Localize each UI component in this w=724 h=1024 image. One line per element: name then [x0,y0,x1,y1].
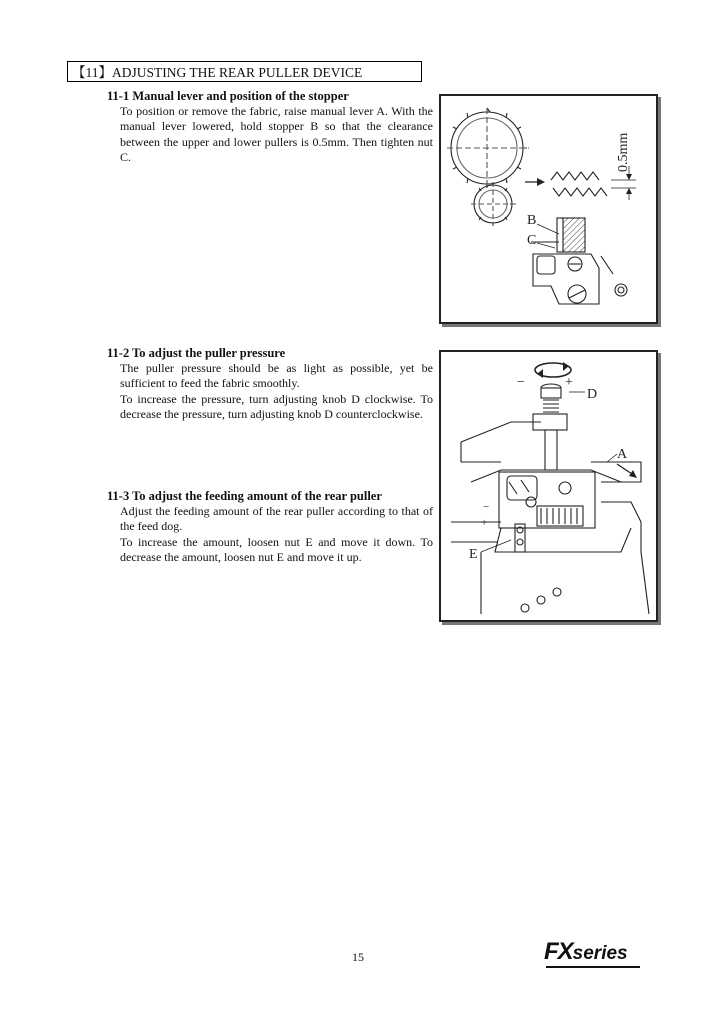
nut-e-label: E [469,547,478,562]
lower-puller-gear [471,182,517,226]
paragraph: The puller pressure should be as light as possible, yet be sufficient to feed the fabric smoothly. [120,361,433,391]
plus-label: + [565,375,573,390]
plus-e-label: + [481,517,488,529]
stopper-label: B [527,213,537,228]
adjusting-knob [533,384,567,470]
stopper-assembly [531,218,627,304]
section-title: 【11】ADJUSTING THE REAR PULLER DEVICE [67,61,422,82]
figure-puller-pressure [439,350,658,622]
brand-underline [546,966,640,968]
puller-stopper-illustration [441,96,656,322]
brand-fx: FX [544,938,573,965]
paragraph: To increase the amount, loosen nut E and move it down. To decrease the amount, loosen nut E and move it up. [120,534,433,565]
paragraph: To increase the pressure, turn adjusting knob D clockwise. To decrease the pressure, turn adjusting knob D counterclockwise. [120,391,433,422]
section-body-11-3 [120,504,433,566]
lever-a-label: A [617,447,628,462]
nut-c-label: C [527,233,537,248]
minus-label: − [517,375,525,390]
paragraph: To position or remove the fabric, raise manual lever A. With the manual lever lowered, hold stopper B so that the clearance between the upper and lower pullers is 0.5mm. Then tighten nut C. [120,104,433,165]
section-body-11-2 [120,361,433,423]
paragraph: Adjust the feeding amount of the rear puller according to that of the feed dog. [120,504,433,534]
minus-e-label: − [483,501,490,513]
figure-puller-stopper [439,94,658,324]
section-heading-11-3: 11-3 To adjust the feeding amount of the rear puller [107,489,382,503]
section-heading-11-2: 11-2 To adjust the puller pressure [107,346,286,360]
puller-pressure-illustration [441,352,656,620]
page-number: 15 [352,950,364,964]
knob-d-label: D [587,387,598,402]
section-heading-11-1: 11-1 Manual lever and position of the stopper [107,89,349,103]
section-body-11-1 [120,104,433,166]
clearance-dimension-label: 0.5mm [616,132,631,172]
brand-logo [544,938,628,966]
brand-series: series [572,943,628,964]
upper-puller-gear [447,108,529,188]
